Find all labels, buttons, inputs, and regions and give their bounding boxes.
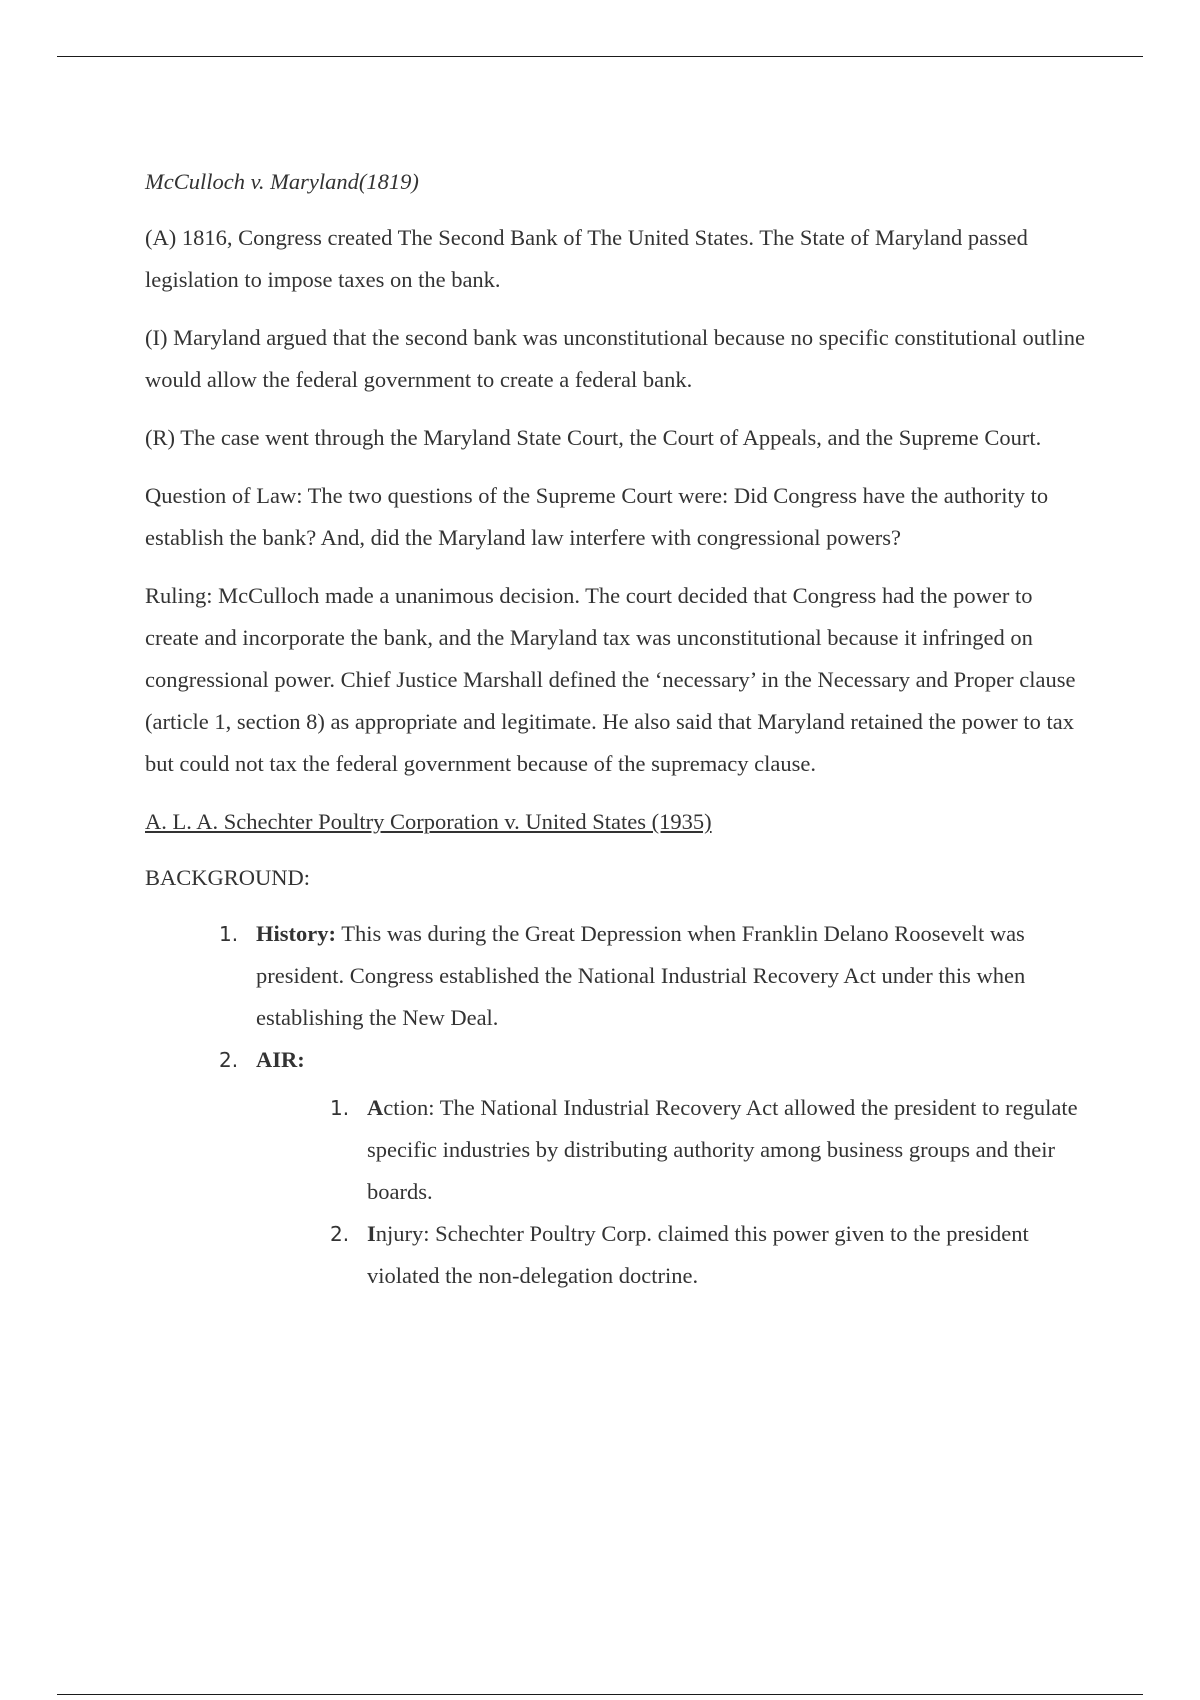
sublist-item-injury: [256, 1213, 1085, 1297]
injury-initial: I: [367, 1221, 376, 1246]
sublist-item-action: [256, 1087, 1085, 1213]
air-sublist: [256, 1087, 1085, 1297]
case-title-schechter: A. L. A. Schechter Poultry Corporation v. United States (1935): [145, 809, 712, 834]
action-initial: A: [367, 1095, 384, 1120]
background-list: [145, 913, 1085, 1297]
footer-rule: [57, 1694, 1143, 1695]
paragraph-question-of-law: Question of Law: The two questions of the Supreme Court were: Did Congress have the authority to establish the bank? And, did the Maryland law interfere with congressional powers?: [145, 483, 1049, 550]
background-heading: BACKGROUND:: [145, 865, 311, 890]
case-title-mcculloch: McCulloch v. Maryland(1819): [145, 169, 419, 194]
list-number: 2.: [219, 1048, 239, 1072]
sublist-number: 1.: [330, 1096, 350, 1120]
document-body: [145, 161, 1085, 1297]
list-number: 1.: [219, 922, 239, 946]
sublist-number: 2.: [330, 1222, 350, 1246]
paragraph-ruling: Ruling: McCulloch made a unanimous decision. The court decided that Congress had the power to create and incorporate the bank, and the Maryland tax was unconstitutional because it infringed on congressional power. Chief Justice Marshall defined the ‘necessary’ in the Necessary and Proper clause (article 1, section 8) as appropriate and legitimate. He also said that Maryland retained the power to tax but could not tax the federal government because of the supremacy clause.: [145, 583, 1076, 776]
air-label: AIR:: [256, 1047, 305, 1072]
header-rule: [57, 56, 1143, 57]
list-item-air: [145, 1039, 1085, 1297]
action-text: ction: The National Industrial Recovery Act allowed the president to regulate specific industries by distributing authority among business groups and their boards.: [367, 1095, 1078, 1204]
history-label: History:: [256, 921, 336, 946]
paragraph-remedy: (R) The case went through the Maryland State Court, the Court of Appeals, and the Supreme Court.: [145, 425, 1042, 450]
list-item-history: [145, 913, 1085, 1039]
paragraph-action: (A) 1816, Congress created The Second Bank of The United States. The State of Maryland passed legislation to impose taxes on the bank.: [145, 225, 1028, 292]
history-text: This was during the Great Depression when Franklin Delano Roosevelt was president. Congress established the National Industrial Recovery Act under this when establishing the New Deal.: [256, 921, 1026, 1030]
injury-text: njury: Schechter Poultry Corp. claimed this power given to the president violated the non-delegation doctrine.: [367, 1221, 1029, 1288]
paragraph-injury: (I) Maryland argued that the second bank was unconstitutional because no specific constitutional outline would allow the federal government to create a federal bank.: [145, 325, 1085, 392]
